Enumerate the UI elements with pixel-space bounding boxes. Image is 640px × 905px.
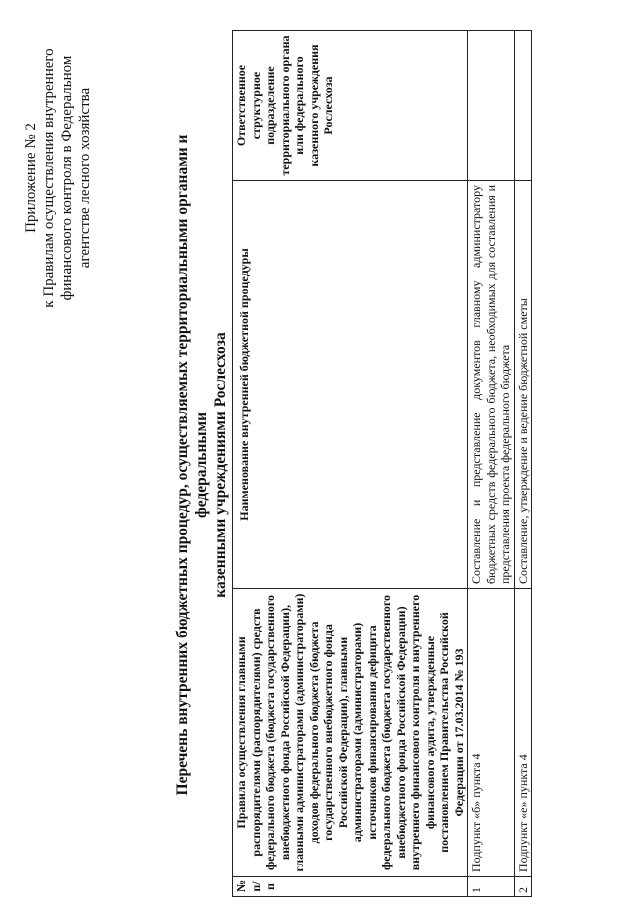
row-num: 1 [468, 877, 515, 897]
appendix-line-1: Приложение № 2 [23, 123, 39, 233]
row-responsible [468, 31, 515, 181]
header-rules: Правила осуществления главными распорядителями (распорядителями) средств федерального бюджета (бюджета государственного внебюджетного фонда Российской Федерации), главными администраторами (администраторами) доходов федерального бюджета (бюджета государственного внебюджетного фонда Российской Федерации), главными администраторами (администраторами) источников финансирования дефицита федерального бюджета (бюджета государственного внебюджетного фонда Российской Федерации) внутреннего финансового контроля и внутреннего финансового аудита, утвержденные постановлением Правительства Российской Федерации от 17.03.2014 № 193 [233, 589, 468, 877]
table-header-row [233, 31, 468, 897]
document-title [173, 115, 230, 815]
appendix-line-4: агентстве лесного хозяйства [77, 87, 93, 269]
row-rule: Подпункт «б» пункта 4 [468, 589, 515, 877]
appendix-line-2: к Правилам осуществления внутреннего [41, 48, 57, 308]
row-procedure: Составление и представление документов главному администратору бюджетных средств федерального бюджета, необходимых для составления и представления проекта федерального бюджета [468, 181, 515, 589]
row-procedure: Составление, утверждение и ведение бюджетной сметы [514, 181, 532, 589]
header-procedure: Наименование внутренней бюджетной процедуры [233, 181, 468, 589]
row-responsible [514, 31, 532, 181]
header-responsible: Ответственное структурное подразделение территориального органа или федерального казенного учреждения Рослесхоза [233, 31, 468, 181]
appendix-header [22, 18, 94, 338]
row-rule: Подпункт «е» пункта 4 [514, 589, 532, 877]
table-row [468, 31, 515, 897]
title-line-2: казенными учреждениями Рослесхоза [212, 332, 229, 598]
table-row [514, 31, 532, 897]
title-line-1: Перечень внутренних бюджетных процедур, осуществляемых территориальными органами и федеральными [174, 134, 210, 796]
row-num: 2 [514, 877, 532, 897]
appendix-line-3: финансового контроля в Федеральном [59, 55, 75, 301]
header-num: № п/п [233, 877, 468, 897]
procedures-table [232, 30, 532, 897]
